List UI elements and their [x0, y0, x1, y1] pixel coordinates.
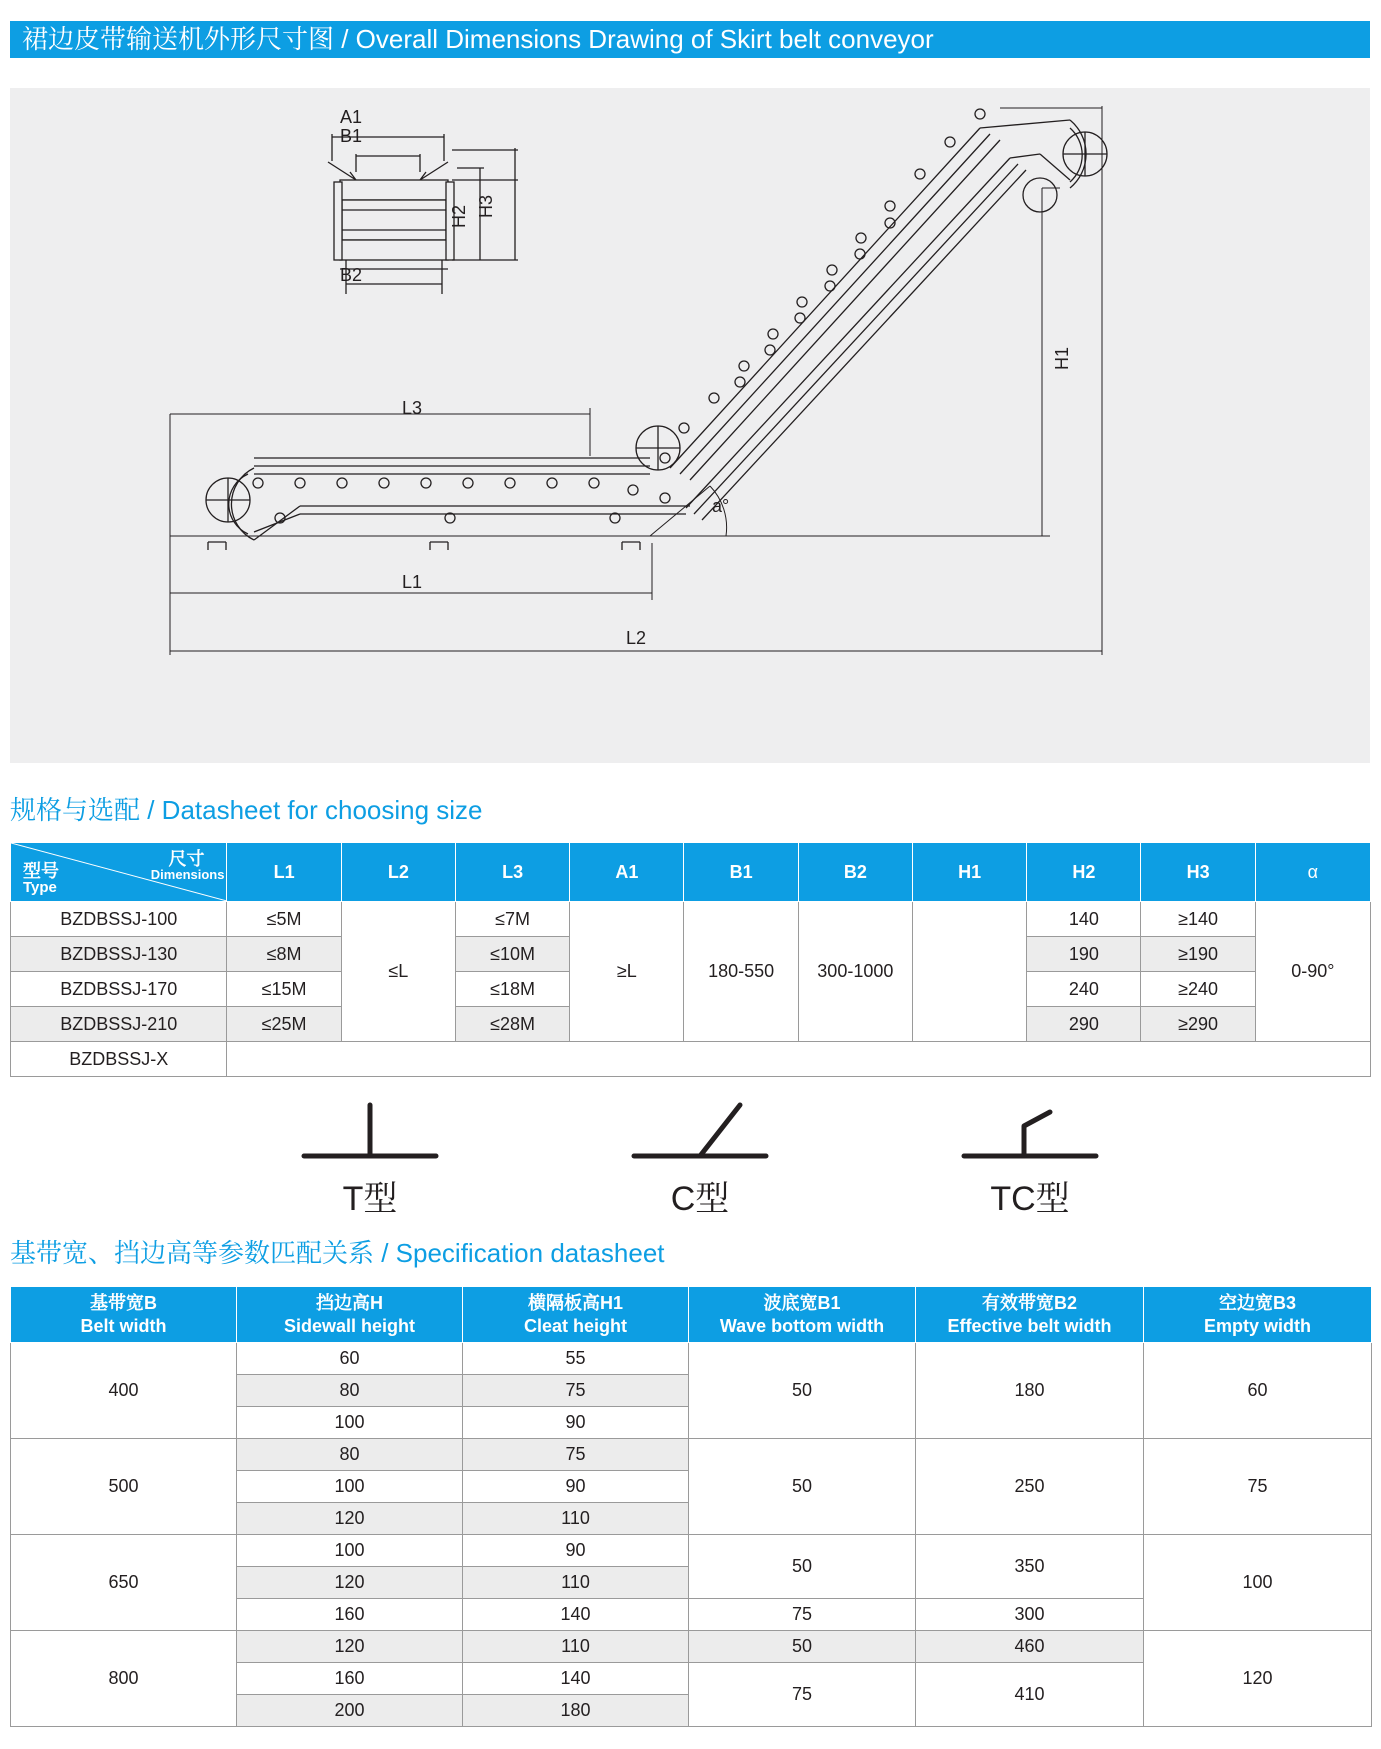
- cleat-cell: 180: [463, 1695, 689, 1727]
- belt-width-cell: 400: [11, 1343, 237, 1439]
- page-title: 裙边皮带输送机外形尺寸图 / Overall Dimensions Drawing of Skirt belt conveyor: [10, 21, 1370, 58]
- header-en: Wave bottom width: [719, 1315, 885, 1336]
- cleat-cell: 75: [463, 1375, 689, 1407]
- label-L3: L3: [402, 398, 423, 418]
- type-cell: BZDBSSJ-130: [11, 937, 227, 972]
- belt-width-cell: 500: [11, 1439, 237, 1535]
- h3-cell: ≥240: [1141, 972, 1255, 1007]
- l1-cell: ≤25M: [227, 1007, 341, 1042]
- corner-top-zh: 尺寸: [168, 849, 205, 869]
- corner-bottom-en: Type: [23, 879, 57, 896]
- section-heading-specification: 基带宽、挡边高等参数匹配关系 / Specification datasheet: [10, 1238, 665, 1268]
- cleat-cell: 110: [463, 1631, 689, 1663]
- h3-cell: ≥190: [1141, 937, 1255, 972]
- col-header: B1: [684, 843, 798, 902]
- cleat-cell: 55: [463, 1343, 689, 1375]
- sidewall-cell: 80: [237, 1375, 463, 1407]
- header-en: Belt width: [80, 1315, 167, 1336]
- sidewall-cell: 120: [237, 1631, 463, 1663]
- type-label: C型: [670, 1180, 730, 1218]
- type-t: [300, 1100, 440, 1220]
- col-header-belt-width: [11, 1287, 237, 1343]
- type-label: T型: [342, 1180, 398, 1218]
- col-header-cleat-height: [463, 1287, 689, 1343]
- col-header: L2: [341, 843, 455, 902]
- col-header: α: [1255, 843, 1370, 902]
- type-cell: BZDBSSJ-X: [11, 1042, 227, 1077]
- col-header: L1: [227, 843, 341, 902]
- type-cell: BZDBSSJ-210: [11, 1007, 227, 1042]
- empty-cell: [227, 1042, 1371, 1077]
- belt-width-cell: 800: [11, 1631, 237, 1727]
- effective-width-cell: 250: [916, 1439, 1144, 1535]
- b2-cell: 300-1000: [798, 902, 912, 1042]
- cleat-cell: 75: [463, 1439, 689, 1471]
- effective-width-cell: 300: [916, 1599, 1144, 1631]
- l1-cell: ≤8M: [227, 937, 341, 972]
- header-en: Effective belt width: [947, 1315, 1112, 1336]
- sidewall-cell: 120: [237, 1567, 463, 1599]
- conveyor-drawing-svg: [10, 88, 1370, 763]
- l3-cell: ≤28M: [455, 1007, 569, 1042]
- h3-cell: ≥290: [1141, 1007, 1255, 1042]
- col-header: L3: [455, 843, 569, 902]
- label-H2: H2: [449, 204, 469, 228]
- header-zh: 基带宽B: [90, 1292, 157, 1313]
- col-header: H2: [1027, 843, 1141, 902]
- wave-bottom-cell: 50: [689, 1439, 916, 1535]
- table-row: [11, 1631, 1372, 1663]
- t-type-icon: [300, 1100, 440, 1165]
- col-header-sidewall-height: [237, 1287, 463, 1343]
- type-cell: BZDBSSJ-100: [11, 902, 227, 937]
- cleat-cell: 140: [463, 1663, 689, 1695]
- h2-cell: 190: [1027, 937, 1141, 972]
- table-row: [11, 1439, 1372, 1471]
- a1-cell: ≥L: [570, 902, 684, 1042]
- sidewall-cell: 60: [237, 1343, 463, 1375]
- h2-cell: 240: [1027, 972, 1141, 1007]
- h3-cell: ≥140: [1141, 902, 1255, 937]
- col-header: B2: [798, 843, 912, 902]
- sidewall-cell: 160: [237, 1663, 463, 1695]
- header-zh: 空边宽B3: [1218, 1292, 1296, 1313]
- l2-cell: ≤L: [341, 902, 455, 1042]
- empty-width-cell: 100: [1144, 1535, 1372, 1631]
- col-header-wave-bottom-width: [689, 1287, 916, 1343]
- tc-type-icon: [960, 1100, 1100, 1165]
- idler-rollers: [253, 109, 985, 523]
- header-en: Empty width: [1204, 1315, 1311, 1336]
- section-heading-datasheet: 规格与选配 / Datasheet for choosing size: [10, 795, 483, 825]
- wave-bottom-cell: 50: [689, 1535, 916, 1599]
- header-zh: 横隔板高H1: [527, 1292, 623, 1313]
- wave-bottom-cell: 75: [689, 1663, 916, 1727]
- label-B1: B1: [340, 126, 363, 146]
- l3-cell: ≤10M: [455, 937, 569, 972]
- sidewall-cell: 100: [237, 1535, 463, 1567]
- sidewall-cell: 120: [237, 1503, 463, 1535]
- h2-cell: 140: [1027, 902, 1141, 937]
- label-H3: H3: [476, 194, 496, 218]
- header-zh: 波底宽B1: [763, 1292, 841, 1313]
- cleat-cell: 90: [463, 1535, 689, 1567]
- type-cell: BZDBSSJ-170: [11, 972, 227, 1007]
- col-header: H3: [1141, 843, 1255, 902]
- l3-cell: ≤7M: [455, 902, 569, 937]
- cleat-cell: 90: [463, 1407, 689, 1439]
- cleat-cell: 140: [463, 1599, 689, 1631]
- header-zh: 有效带宽B2: [981, 1292, 1077, 1313]
- sidewall-cell: 80: [237, 1439, 463, 1471]
- label-H1: H1: [1052, 346, 1072, 370]
- empty-width-cell: 60: [1144, 1343, 1372, 1439]
- header-en: Cleat height: [523, 1315, 627, 1336]
- type-c: [630, 1100, 770, 1220]
- header-en: Sidewall height: [283, 1315, 416, 1336]
- effective-width-cell: 180: [916, 1343, 1144, 1439]
- label-B2: B2: [340, 265, 363, 285]
- corner-bottom-zh: 型号: [23, 861, 59, 881]
- h2-cell: 290: [1027, 1007, 1141, 1042]
- cleat-cell: 90: [463, 1471, 689, 1503]
- cross-section-view: [328, 134, 518, 326]
- effective-width-cell: 410: [916, 1663, 1144, 1727]
- l1-cell: ≤5M: [227, 902, 341, 937]
- type-label: TC型: [990, 1180, 1070, 1218]
- sidewall-cell: 100: [237, 1471, 463, 1503]
- table-row: [11, 1042, 1371, 1077]
- effective-width-cell: 460: [916, 1631, 1144, 1663]
- specification-table: [10, 1286, 1372, 1727]
- label-L2: L2: [626, 628, 647, 648]
- dimension-lines: [170, 106, 1102, 655]
- h1-cell: [912, 902, 1026, 1042]
- col-header-empty-width: [1144, 1287, 1372, 1343]
- corner-top-en: Dimensions: [150, 867, 225, 882]
- b1-cell: 180-550: [684, 902, 798, 1042]
- col-header: H1: [912, 843, 1026, 902]
- belt-width-cell: 650: [11, 1535, 237, 1631]
- sidewall-cell: 100: [237, 1407, 463, 1439]
- effective-width-cell: 350: [916, 1535, 1144, 1599]
- empty-width-cell: 75: [1144, 1439, 1372, 1535]
- wave-bottom-cell: 50: [689, 1631, 916, 1663]
- cleat-cell: 110: [463, 1503, 689, 1535]
- table-row: [11, 902, 1371, 937]
- dimension-drawing: [10, 88, 1370, 763]
- col-header: A1: [570, 843, 684, 902]
- wave-bottom-cell: 50: [689, 1343, 916, 1439]
- l1-cell: ≤15M: [227, 972, 341, 1007]
- size-datasheet-table: [10, 842, 1371, 1077]
- header-zh: 挡边高H: [316, 1292, 383, 1313]
- col-header-effective-belt-width: [916, 1287, 1144, 1343]
- sidewall-cell: 160: [237, 1599, 463, 1631]
- wave-bottom-cell: 75: [689, 1599, 916, 1631]
- empty-width-cell: 120: [1144, 1631, 1372, 1727]
- label-A1: A1: [340, 107, 363, 127]
- sidewall-cell: 200: [237, 1695, 463, 1727]
- l3-cell: ≤18M: [455, 972, 569, 1007]
- c-type-icon: [630, 1100, 770, 1165]
- type-tc: [960, 1100, 1100, 1220]
- table-row: [11, 1343, 1372, 1375]
- table-row: [11, 1535, 1372, 1567]
- corner-header: [11, 843, 227, 902]
- cleat-cell: 110: [463, 1567, 689, 1599]
- alpha-cell: 0-90°: [1255, 902, 1370, 1042]
- label-angle: a°: [712, 496, 730, 516]
- label-L1: L1: [402, 572, 423, 592]
